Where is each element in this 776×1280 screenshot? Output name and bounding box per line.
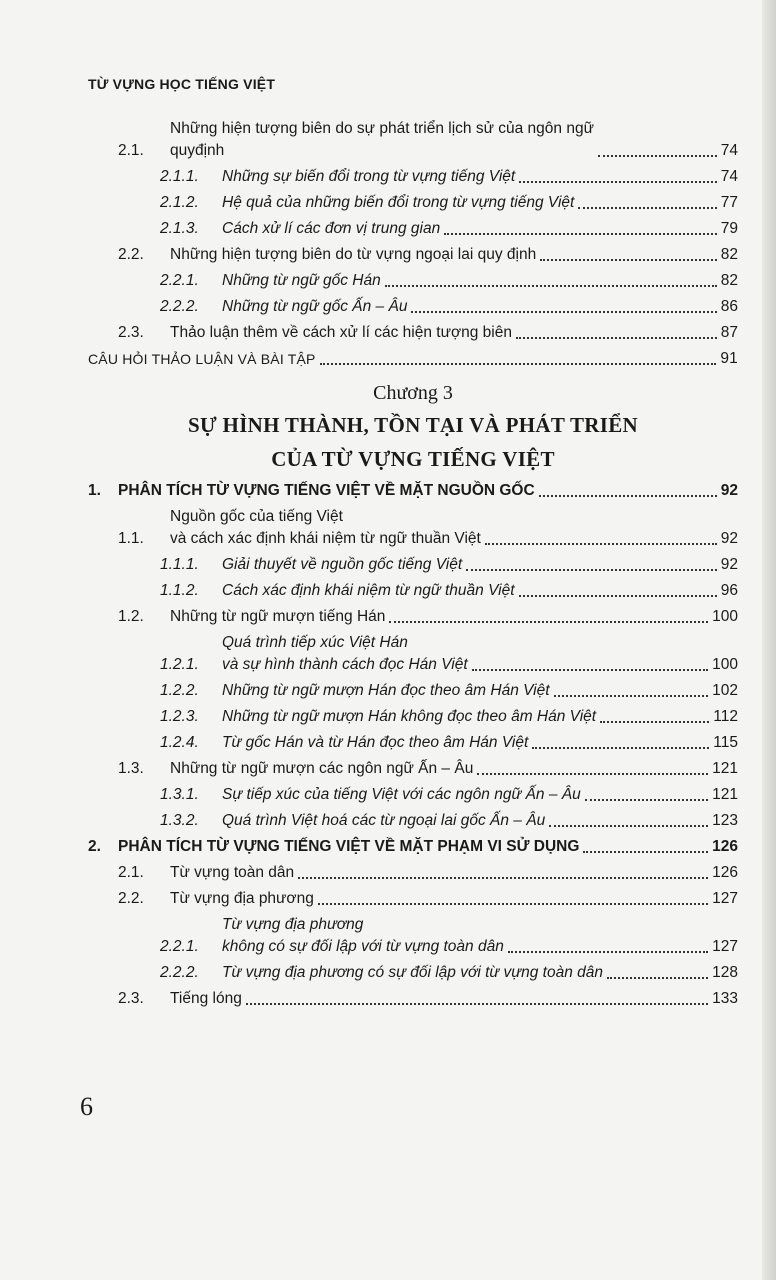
entry-title: Từ vựng địa phương [170, 890, 314, 907]
dot-leader [519, 181, 717, 183]
entry-title: Giải thuyết về nguồn gốc tiếng Việt [222, 556, 463, 573]
toc-entry[interactable] [88, 580, 738, 602]
entry-number: 1.1.1. [160, 556, 199, 573]
entry-title: Những từ ngữ mượn các ngôn ngữ Ấn – Âu [170, 760, 474, 777]
toc-entry[interactable] [88, 166, 738, 188]
entry-page: 133 [712, 990, 738, 1007]
entry-page: 87 [720, 324, 738, 341]
toc-entry[interactable] [88, 706, 738, 728]
toc-entry[interactable] [88, 732, 738, 754]
dot-leader [477, 773, 708, 775]
entry-page: 92 [720, 530, 738, 547]
toc-entry[interactable] [88, 244, 738, 266]
entry-title: Quá trình Việt hoá các từ ngoại lai gốc Ấn – Âu [222, 812, 546, 829]
entry-title: Những sự biến đổi trong từ vựng tiếng Việt [222, 168, 516, 185]
entry-page: 96 [720, 582, 738, 599]
dot-leader [540, 259, 717, 261]
entry-number: 2.1.3. [160, 220, 199, 237]
dot-leader [607, 977, 708, 979]
dot-leader [508, 951, 708, 953]
entry-number: 2.1. [118, 142, 144, 159]
toc-entry[interactable] [88, 862, 738, 884]
dot-leader [246, 1003, 708, 1005]
entry-page: 121 [712, 786, 738, 803]
dot-leader [472, 669, 708, 671]
entry-title: Từ vựng toàn dân [170, 864, 295, 881]
toc-entry[interactable] [88, 322, 738, 344]
dot-leader [385, 285, 717, 287]
toc-entry[interactable] [88, 192, 738, 214]
dot-leader [519, 595, 717, 597]
toc-entry[interactable] [88, 506, 738, 550]
toc-entry[interactable] [88, 680, 738, 702]
page-number: 6 [80, 1092, 93, 1121]
entry-page: 77 [720, 194, 738, 211]
entry-title: Hệ quả của những biến đổi trong từ vựng tiếng Việt [222, 194, 575, 211]
entry-number: 1.2.1. [160, 656, 199, 673]
entry-page: 79 [720, 220, 738, 237]
dot-leader [466, 569, 717, 571]
dot-leader [298, 877, 708, 879]
entry-title-line: và cách xác định khái niệm từ ngữ thuần Việt [170, 530, 481, 547]
dot-leader [554, 695, 709, 697]
entry-number: 2.2. [118, 246, 144, 263]
entry-page: 82 [720, 272, 738, 289]
table-of-contents [88, 118, 738, 1014]
entry-page: 127 [712, 938, 738, 955]
entry-page: 102 [712, 682, 738, 699]
entry-number: 1.3.1. [160, 786, 199, 803]
entry-number: 2.1. [118, 864, 144, 881]
entry-number: 2. [88, 838, 101, 855]
dot-leader [598, 155, 717, 157]
dot-leader [516, 337, 717, 339]
toc-entry[interactable] [88, 836, 738, 858]
entry-title: PHÂN TÍCH TỪ VỰNG TIẾNG VIỆT VỀ MẶT NGUỒN GỐC [118, 482, 535, 499]
entry-title: Những từ ngữ gốc Hán [222, 272, 381, 289]
entry-number: 2.1.2. [160, 194, 199, 211]
entry-title: Thảo luận thêm về cách xử lí các hiện tượng biên [170, 324, 512, 341]
entry-number: 2.2.2. [160, 298, 199, 315]
toc-entry[interactable] [88, 348, 738, 370]
dot-leader [411, 311, 716, 313]
toc-entry[interactable] [88, 296, 738, 318]
toc-entry[interactable] [88, 632, 738, 676]
running-head: TỪ VỰNG HỌC TIẾNG VIỆT [88, 76, 276, 92]
entry-page: 126 [712, 864, 738, 881]
chapter-title-line: SỰ HÌNH THÀNH, TỒN TẠI VÀ PHÁT TRIỂN [188, 413, 638, 437]
entry-page: 74 [720, 168, 738, 185]
entry-title: Từ gốc Hán và từ Hán đọc theo âm Hán Việt [222, 734, 529, 751]
entry-number: 1. [88, 482, 101, 499]
entry-title: PHÂN TÍCH TỪ VỰNG TIẾNG VIỆT VỀ MẶT PHẠM VI SỬ DỤNG [118, 838, 580, 855]
entry-title: Những hiện tượng biên do từ vựng ngoại lai quy định [170, 246, 537, 263]
entry-title-line: Nguồn gốc của tiếng Việt [170, 508, 343, 525]
entry-number: 1.1. [118, 530, 144, 547]
entry-title-line: Quá trình tiếp xúc Việt Hán [222, 634, 408, 651]
entry-number: 2.3. [118, 990, 144, 1007]
toc-entry[interactable] [88, 914, 738, 958]
entry-title: Sự tiếp xúc của tiếng Việt với các ngôn ngữ Ấn – Âu [222, 786, 581, 803]
entry-number: 1.2.2. [160, 682, 199, 699]
entry-title-line: không có sự đối lập với từ vựng toàn dân [222, 938, 504, 955]
toc-entry[interactable] [88, 554, 738, 576]
entry-page: 86 [720, 298, 738, 315]
dot-leader [320, 363, 717, 365]
dot-leader [583, 851, 708, 853]
entry-title: Cách xác định khái niệm từ ngữ thuần Việt [222, 582, 515, 599]
dot-leader [485, 543, 717, 545]
entry-page: 127 [712, 890, 738, 907]
dot-leader [389, 621, 708, 623]
dot-leader [600, 721, 709, 723]
entry-page: 92 [720, 482, 738, 499]
entry-title: Cách xử lí các đơn vị trung gian [222, 220, 441, 237]
entry-number: 2.2.1. [160, 272, 199, 289]
toc-entry[interactable] [88, 784, 738, 806]
entry-page: 74 [720, 142, 738, 159]
entry-number: 1.2.3. [160, 708, 199, 725]
entry-page: 123 [712, 812, 738, 829]
toc-entry[interactable] [88, 218, 738, 240]
dot-leader [444, 233, 717, 235]
entry-page: 128 [712, 964, 738, 981]
entry-page: 82 [720, 246, 738, 263]
entry-page: 92 [720, 556, 738, 573]
entry-number: 1.3.2. [160, 812, 199, 829]
entry-number: 2.1.1. [160, 168, 199, 185]
toc-entry[interactable] [88, 758, 738, 780]
entry-title-line: quyđịnh [170, 142, 225, 159]
dot-leader [532, 747, 709, 749]
entry-title-line: Từ vựng địa phương [222, 916, 364, 933]
dot-leader [585, 799, 708, 801]
toc-entry[interactable] [88, 888, 738, 910]
entry-title: Từ vựng địa phương có sự đối lập với từ vựng toàn dân [222, 964, 603, 981]
entry-page: 112 [713, 708, 738, 725]
toc-entry[interactable] [88, 810, 738, 832]
entry-number: 1.2. [118, 608, 144, 625]
entry-number: 2.2.2. [160, 964, 199, 981]
dot-leader [549, 825, 708, 827]
toc-entry[interactable] [88, 962, 738, 984]
entry-page: 121 [712, 760, 738, 777]
entry-page: 115 [713, 734, 738, 751]
entry-number: 1.2.4. [160, 734, 199, 751]
toc-entry[interactable] [88, 988, 738, 1010]
entry-title-line: và sự hình thành cách đọc Hán Việt [222, 656, 468, 673]
chapter-number: Chương 3 [373, 382, 453, 404]
toc-entry[interactable] [88, 606, 738, 628]
toc-entry[interactable] [88, 480, 738, 502]
entry-number: 2.3. [118, 324, 144, 341]
entry-page: 126 [712, 838, 738, 855]
entry-title: Những từ ngữ mượn Hán không đọc theo âm Hán Việt [222, 708, 597, 725]
toc-entry[interactable] [88, 270, 738, 292]
entry-title: Những từ ngữ gốc Ấn – Âu [222, 298, 408, 315]
entry-page: 91 [720, 350, 738, 367]
chapter-heading [88, 378, 738, 476]
entry-number: 2.2. [118, 890, 144, 907]
entry-title: Tiếng lóng [170, 990, 242, 1007]
dot-leader [318, 903, 708, 905]
entry-number: 2.2.1. [160, 938, 199, 955]
entry-title: Những từ ngữ mượn Hán đọc theo âm Hán Việt [222, 682, 550, 699]
dot-leader [539, 495, 717, 497]
dot-leader [578, 207, 716, 209]
entry-number: 1.1.2. [160, 582, 199, 599]
chapter-title-line: CỦA TỪ VỰNG TIẾNG VIỆT [271, 447, 555, 471]
entry-page: 100 [712, 656, 738, 673]
toc-entry[interactable] [88, 118, 738, 162]
page-edge [762, 0, 776, 1280]
entry-title: CÂU HỎI THẢO LUẬN VÀ BÀI TẬP [88, 351, 316, 367]
entry-title: Những từ ngữ mượn tiếng Hán [170, 608, 386, 625]
entry-title-line: Những hiện tượng biên do sự phát triển lịch sử của ngôn ngữ [170, 120, 594, 137]
entry-page: 100 [712, 608, 738, 625]
entry-number: 1.3. [118, 760, 144, 777]
